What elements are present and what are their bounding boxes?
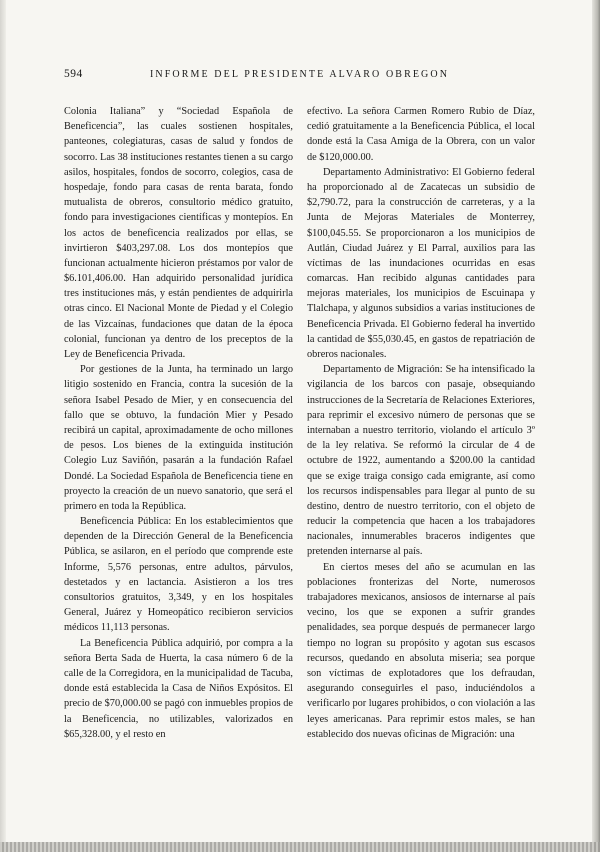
right-column	[307, 104, 535, 742]
paragraph: Departamento Administrativo: El Gobierno federal ha proporcionado al de Zacatecas un subsidio de $2,790.72, para la construcción de carreteras, y a la Junta de Mejoras Materiales de Monterrey, $100,045.55. Se proporcionaron a los municipios de Autlán, Ciudad Juárez y El Parral, auxilios para las víctimas de las inundaciones ocurridas en esas comarcas. Han recibido algunas cantidades para mejoras materiales, los municipios de Escuinapa y Tlalchapa, y algunos subsidios a varias instituciones de Beneficencia Privada. El Gobierno federal ha invertido la cantidad de $55,030.45, en gastos de repatriación de obreros nacionales.	[307, 166, 535, 360]
paragraph: Por gestiones de la Junta, ha terminado un largo litigio sostenido en Francia, contra la sucesión de la señora Isabel Pesado de Mier, y en consecuencia del fallo que se obtuvo, la fundación Mier y Pesado recibirá un capital, aproximadamente de ocho millones de pesos. Los bienes de la extinguida institución Colegio Luz Saviñón, pasarán a la fundación Rafael Dondé. La Sociedad Española de Beneficencia tiene en proyecto la creación de un nuevo sanatorio, que será el primero en toda la República.	[64, 364, 293, 512]
paragraph: En ciertos meses del año se acumulan en las poblaciones fronterizas del Norte, numerosos trabajadores mexicanos, ansiosos de internarse al país vecino, los que se exponen a sufrir grandes penalidades, sea porque después de permanecer largo tiempo no logran su propósito y agotan sus escasos recursos, quedando en absoluta miseria; sea porque son víctimas de explotadores que los defraudan, asegurando conseguirles el paso, induciéndolos a verificarlo por lugares prohibidos, o con violación a las leyes americanas. Para reprimir estos males, se han establecido dos nuevas oficinas de Migración: una	[307, 561, 535, 740]
left-column	[64, 104, 293, 742]
running-title: INFORME DEL PRESIDENTE ALVARO OBREGON	[150, 69, 450, 80]
paragraph: efectivo. La señora Carmen Romero Rubio de Díaz, cedió gratuitamente a la Beneficencia Pública, el local donde está la Casa Amiga de la Obrera, con un valor de $120,000.00.	[307, 106, 535, 163]
scan-edge-right	[592, 0, 600, 852]
paragraph: La Beneficencia Pública adquirió, por compra a la señora Berta Sada de Huerta, la casa número 6 de la calle de la Corregidora, en la municipalidad de Tacuba, donde está establecida la Casa de Niños Expósitos. El precio de $70,000.00 se pagó con inmuebles propios de la Beneficencia, no utilizables, valorizados en $65,328.00, y el resto en	[64, 637, 293, 740]
paragraph: Colonia Italiana” y “Sociedad Española de Beneficencia”, las cuales sostienen hospitales, panteones, colegiaturas, casas de salud y fondos de socorro. Las 38 instituciones restantes tienen a su cargo asilos, hospitales, fondos de socorro, colegios, casa de hospedaje, fondo para casas de renta barata, fondo mutualista de obreros, consultorio médico gratuito, fondo para investigaciones científicas y montepíos. En los actos de beneficencia realizados por ellas, se invirtieron $403,297.08. Los dos montepíos que funcionan actualmente hicieron préstamos por valor de $6.101,406.00. Han adquirido personalidad jurídica tres instituciones más, y están pendientes de adquirirla otras cinco. El Nacional Monte de Piedad y el Colegio de las Vizcaínas, fundaciones que datan de la época colonial, funcionan ya dentro de los preceptos de la Ley de Beneficencia Privada.	[64, 106, 293, 360]
scan-edge-bottom	[0, 842, 600, 852]
paragraph: Departamento de Migración: Se ha intensificado la vigilancia de los barcos con pasaje, obsequiando instrucciones de la Secretaría de Relaciones Exteriores, para reprimir el excesivo número de personas que se internaban a nuestro territorio, violando el artículo 3º de la ley relativa. Se reformó la circular de 4 de octubre de 1922, aumentando a $200.00 la cantidad que se exige traiga consigo cada emigrante, así como los recursos indispensables para llegar al punto de su destino, dentro de nuestro territorio, con el objeto de reducir la competencia que hacen a los trabajadores nacionales, innumerables braceros indigentes que pretenden internarse al país.	[307, 364, 535, 558]
scan-edge-left	[0, 0, 6, 852]
page-number: 594	[64, 68, 83, 80]
paragraph: Beneficencia Pública: En los establecimientos que dependen de la Dirección General de la Beneficencia Pública, se asilaron, en el período que comprende este Informe, 5,576 personas, entre adultos, párvulos, destetados y en lactancia. Asistieron a los tres consultorios gratuitos, 3,349, y en los hospitales General, Juárez y Homeopático recibieron servicios médicos 11,113 personas.	[64, 516, 293, 634]
